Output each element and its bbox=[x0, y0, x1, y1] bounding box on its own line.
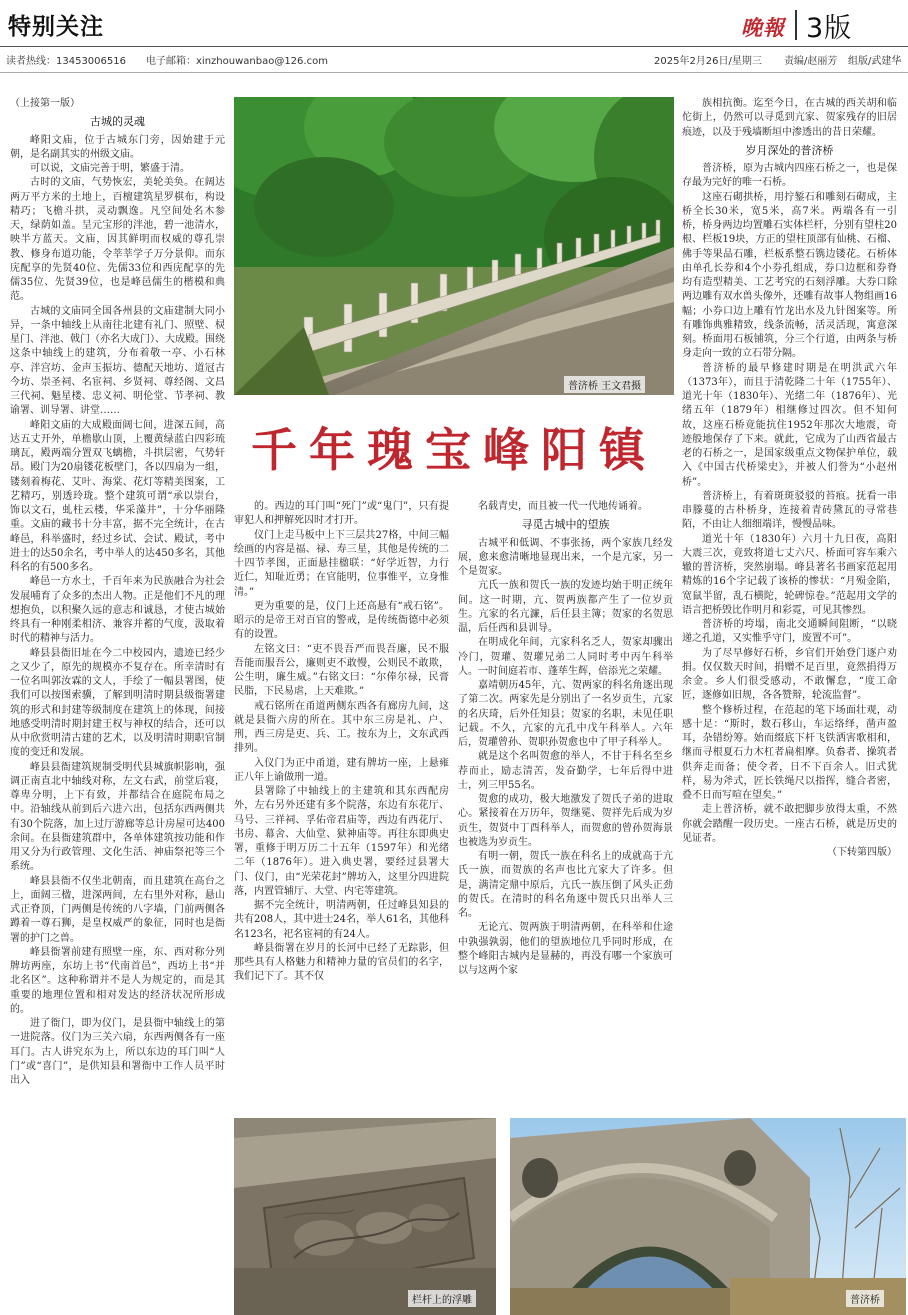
paragraph: 为了尽早修好石桥，乡官们开始登门逐户劝捐。仅仅数天时间，捐赠不足百里，竟然捐得万余金。乡人们很受感动，不敢懈怠，“度工命匠，逐修如旧规，各各赞辩，轮流监督”。 bbox=[682, 647, 897, 702]
paragraph: 峰县衙署在岁月的长河中已经了无踪影，但那些具有人格魅力和精神力量的官员们的名字，我们记下了。其不仅 bbox=[234, 942, 449, 983]
top-photo-caption: 普济桥 王文君摄 bbox=[564, 376, 645, 393]
paragraph: 在明成化年间，亢家科名乏人，贺家却骤出冷门，贺瓘、贺瓘兄弟二人同时考中丙午科举人。一时间庭若市、蓬荜生辉，倍添光之荣耀。 bbox=[458, 637, 673, 677]
paragraph: 族相抗衡。迄至今日，在古城的西关胡和临佗街上，仍然可以寻觅到亢家、贺家残存的旧居痕迹，以及于残墙断垣中渗透出的昔日荣耀。 bbox=[682, 98, 897, 138]
paragraph: 嘉靖朝历45年，亢、贺两家的科名角逐出现了第二次。两家先是分别出了一名岁贡生，亢家的名庆琦，后外任知县；贺家的名职，未见任职记载。不久，亢家的亢孔中戊午科举人。六年后，贺瓘曾孙、贺职孙贺愈也中了甲子科举人。 bbox=[458, 680, 673, 748]
paragraph: 道光十年（1830年）六月十九日夜，高阳大震三次，竟致将道七丈六尺、桥面可容车乘六辙的普济桥，突然崩塌。峰县著名书画家范起用精炼的16个字记载了该桥的惨状：“月殒金陷，宽鼠半留，乱石横陀，轮碑惊卷。”范起用文学的语言把桥毁比作明月和彩霓，可见其惨烈。 bbox=[682, 533, 897, 616]
relief-photo bbox=[234, 1118, 496, 1315]
paragraph: 峰邑一方水土，千百年来为民族融合为社会发展哺育了众多的杰出人物。正是他们不凡的理想抱负，以积聚久远的意志和诚恳，才使古城始终具有一种刚柔相济、兼容并蓄的气度，汲取着时代的精神与活力。 bbox=[10, 576, 225, 645]
paragraph: 左铭文曰：“吏不畏吾严而畏吾廉，民不服吾能而服吾公，廉则吏不敢慢，公则民不敢欺，公生明，廉生威。”右铭文曰：“尔俸尔禄，民膏民脂，下民易虐，上天难欺。” bbox=[234, 643, 449, 698]
issue-date: 2025年2月26日/星期三 bbox=[654, 56, 762, 67]
paragraph: 峰县县衙建筑规制受明代县城旗帜影响，强调正南直北中轴线对称，左文右武，前堂后寝，尊卑分明，上下有致，并都结合在庭院布局之中。沿轴线从前到后六进六出，包括东西两侧共有30个院落，加上过厅游廊等总计房屋可达400余间。在县衙建筑群中，各单体建筑按功能和作用又分为行政管理、文化生活、神庙祭祀等三个系统。 bbox=[10, 761, 225, 873]
header-rule bbox=[0, 46, 908, 47]
continued-note: （上接第一版） bbox=[10, 98, 80, 109]
paragraph: 可以说，文庙完善于明，繁盛于清。 bbox=[30, 163, 190, 174]
editor-credit: 责编/赵丽芳 bbox=[784, 56, 838, 67]
bridge-photo-top bbox=[234, 97, 674, 395]
paragraph: 峰县衙署前建有照壁一座，东、西对称分列牌坊两座，东坊上书“代南首邑”，西坊上书“并北名区”。这种称谓并不是人为规定的，而是其重要的地理位置和相对发达的经济状况所形成的。 bbox=[10, 946, 225, 1015]
paragraph: 峰县县衙旧址在今二中校园内，遗迹已经少之又少了，原先的规模亦不复存在。所幸清时有一位名叫郭汝霖的文人，手绘了一幅县署图，使我们可以按图索骥，了解到明清时期县级衙署建筑的形式和封建等级制度在建筑上的体现，间接地感受明清时期封建王权与神权的结合，还可以从中欣赏明清古建的艺术，以及明清时期职官制度的变迁和发展。 bbox=[10, 647, 225, 759]
article-column-1 bbox=[10, 97, 225, 1315]
article-column-4 bbox=[682, 97, 897, 1110]
paragraph: 县署除了中轴线上的主建筑和其东西配房外，左右另外还建有多个院落，东边有东花厅、马号、三祥祠、孚佑帝君庙等，西边有西花厅、书房、幕舍、大仙堂、狱神庙等。再往东即典史署，重修于明万历二十五年（1597年）和光绪二年（1876年）。进入典史署，要经过县署大门、仪门，由“光荣花封”牌坊入，这里分四进院落，内置管辅厅、大堂、内宅等建筑。 bbox=[234, 786, 449, 897]
paragraph: 的。西边的耳门叫“死门”或“鬼门”，只有提审犯人和押解死囚时才打开。 bbox=[234, 501, 449, 527]
article-column-3 bbox=[458, 500, 673, 1108]
paragraph: 无论亢、贺两族于明清两朝，在科举和仕途中孰强孰弱，他们的望族地位几乎同时形成，在整个峰阳古城内是显赫的，再没有哪一个家族可以与这两个家 bbox=[458, 922, 673, 976]
paragraph: 据不完全统计，明清两朝，任过峰县知县的共有208人，其中进士24名，举人61名，其他科名123名，祀名宦祠的有24人。 bbox=[234, 900, 449, 940]
paragraph: 普济桥的最早修建时期是在明洪武六年（1373年），而且于清乾隆二十年（1755年）、道光十年（1830年）、光绪二年（1876年）、光绪五年（1879年）相继修过四次。但不知何故，这座石桥竟能抗住1952年那次大地震，奇迹般地保存了下来。就此，它成为了山西省最古老的石桥之一，是国家级重点文物保护单位，载入《中国古代桥梁史》，并被人们誉为“小赵州桥”。 bbox=[682, 362, 897, 488]
paragraph: 古时的文庙，气势恢宏，美轮美奂。在阔达两万平方米的土地上，百檀建筑星罗棋布，构设精巧；飞檐斗拱，灵动飘逸。凡空间处名木参天，绿荫如盖。呈元宝形的泮池，碧一池清水，映半方蓝天。文庙，因其鲜明而权威的尊孔崇教、修身布道功能，令莘莘学子万分景仰。而东庑配享的先贤40位、先儒33位和西庑配享的先儒35位、先贤39位，也是峰邑儒生的楷模和典范。 bbox=[10, 177, 225, 303]
subheading-families: 寻觅古城中的望族 bbox=[521, 518, 610, 532]
page-header bbox=[0, 0, 908, 72]
paragraph: 走上普济桥，就不敢把脚步放得太重，不然你就会踏醒一段历史。一座古石桥，就是历史的见证者。 bbox=[682, 804, 897, 844]
paragraph: 名载青史，而且被一代一代地传诵着。 bbox=[478, 501, 648, 512]
header-rule-secondary bbox=[0, 72, 908, 73]
paragraph: 普济桥上，有着斑斑驳驳的苔痕。抚看一串串滕蔓的古朴桥身，连接着青砖黛瓦的寻常巷陌，不由让人细细端详，慢慢品味。 bbox=[682, 490, 897, 531]
paragraph: 有明一朝，贺氏一族在科名上的成就高于亢氏一族，而贺族的名声也比亢家大了许多。但是，满清定鼎中原后，亢氏一族压倒了风头正劲的贺氏。在清时的科名角逐中贺氏只出举人三名。 bbox=[458, 851, 673, 919]
article-column-2 bbox=[234, 500, 449, 1108]
continued-to-note: （下转第四版） bbox=[827, 847, 897, 858]
paragraph: 亢氏一族和贺氏一族的发迹均始于明正统年间。这一时期，亢、贺两族都产生了一位岁贡生。亢家的名亢濂，后任县主簿；贺家的名贺思温，后任西和县训导。 bbox=[458, 580, 673, 634]
subheading-bridge: 岁月深处的普济桥 bbox=[745, 143, 834, 157]
arch-bridge-photo bbox=[510, 1118, 906, 1315]
paragraph: 峰阳文庙，位于古城东门旁，因始建于元朝，是名副其实的州级文庙。 bbox=[10, 134, 225, 160]
paragraph: 普济桥的垮塌，南北交通瞬间阻断，“以晓递之孔道，又实惟乎守门，废置不可”。 bbox=[682, 619, 897, 645]
email: 电子邮箱：xinzhouwanbao@126.com bbox=[146, 56, 328, 67]
paragraph: 峰县县衙不仅坐北朝南，而且建筑在高台之上，面阔三楹，进深两间，左右里外对称，悬山式正脊顶，门两侧是传统的八字墙，门前两侧各蹲着一尊石狮，是皇权威严的象征，同时也是衙署的护门之兽。 bbox=[10, 875, 225, 944]
paragraph: 贺愈的成功，极大地激发了贺氏子弟的进取心。紧接着在万历年，贺继冕、贺祥先后成为岁贡生，贺贤中丁酉科举人，而贺愈的曾孙贺海景也被选为岁贡生。 bbox=[458, 794, 673, 848]
header-divider bbox=[795, 10, 797, 40]
paragraph: 普济桥，原为古城内四座石桥之一，也是保存最为完好的唯一石桥。 bbox=[682, 163, 897, 189]
paragraph: 古城平和低调、不事张扬，两个家族几经发展，愈来愈清晰地显现出来，一个是亢家，另一个是贺家。 bbox=[458, 537, 673, 577]
main-headline: 千年瑰宝峰阳镇 bbox=[251, 423, 657, 477]
relief-photo-caption: 栏杆上的浮雕 bbox=[408, 1290, 476, 1307]
paragraph: 仪门上走马板中上下三层共27格，中间三幅绘画的内容是福、禄、寿三星，其他是传统的二十四节孝图，正面悬挂楹联：“好学近智，力行近仁，知耻近勇；在官能明，位事惟平，立身惟清。” bbox=[234, 529, 449, 598]
paragraph: 就是这个名叫贺愈的举人，不甘于科名至乡荐而止，励志清苦，发奋勤学，七年后得中进士，列三甲55名。 bbox=[458, 751, 673, 791]
paragraph: 这座石砌拱桥，用拧錾石和雕刻石砌成，主桥全长30米，宽5米，高7米。两端各有一引桥，桥身两边均置雕石实体栏杆，分别有望柱20根、栏板19块，方正的望柱顶部有仙桃、石榴、佛手等果品石雕，栏板系整石镌边镂花。石桥体由单孔长券和4个小券孔组成，券口边框和券脊均有造型精美、工艺考究的石刻浮雕。大券口除两边雕有双水兽头像外，还雕有故事人物组画16幅；小券口边上雕有竹龙出水及九针图案等。所有雕饰典雅精致，线条流畅，活灵活现，寓意深刻。桥面用石板铺筑，分三个行道，由两条与桥身走向一致的立石带分隔。 bbox=[682, 191, 897, 360]
paragraph: 更为重要的是，仪门上还高悬有“戒石铭”。昭示的是帝王对百官的警戒，是传统衙德中必须有的设置。 bbox=[234, 600, 449, 641]
hotline: 读者热线：13453006516 bbox=[6, 56, 126, 67]
designer-credit: 组版/武建华 bbox=[848, 56, 902, 67]
paper-logo: 晚報 bbox=[741, 15, 785, 40]
page-number: 3版 bbox=[806, 13, 853, 44]
paragraph: 整个修桥过程，在范起的笔下场面壮观，动感十足：“斯时，数石移山，车运络绎，凿声盈耳，杂错纷筹。始而缀底下杆飞铁洒害歌相和，继而寻根夏石力木杠者扁相摩。负畚者、操筑者供奔走而备；使令者，日不下百余人。旧式犹样，易为斧式，匠长铁绳尺以指挥，缝合者密，叠不日而写喧在望矣。” bbox=[682, 704, 897, 801]
arch-bridge-caption: 普济桥 bbox=[846, 1290, 884, 1307]
section-title: 特别关注 bbox=[8, 14, 104, 40]
paragraph: 古城的文庙同全国各州县的文庙建制大同小异，一条中轴线上从南往北建有礼门、照壁、棂星门、泮池、戟门（亦名大成门）、大成殿。围绕这条中轴线上的建筑，分布着敬一亭、小石林亭、泮宫坊、金声玉振坊、德配天地坊、道冠古今坊、崇圣祠、名宦祠、乡贤祠、尊经阁、文昌三代祠、魁星楼、忠义祠、明伦堂、节孝祠、教谕署、训导署、讲堂…… bbox=[10, 305, 225, 417]
paragraph: 入仪门为正中甬道，建有牌坊一座，上悬雍正八年上谕做刑一道。 bbox=[234, 757, 449, 783]
paragraph: 戒石铭所在甬道两侧东西各有廊房九间，这就是县衙六房的所在。其中东三房是礼、户、刑，西三房是吏、兵、工。按东为上，文东武西排列。 bbox=[234, 700, 449, 755]
paragraph: 峰阳文庙的大成殿面阔七间，进深五间，高达五丈开外，单檐歇山顶，上覆黄绿蓝白四彩琉璃瓦，殿两端分置双飞螭檐，斗拱层密，气势轩昂。殿门为20扇镂花板壁门，各以四扇为一组，镂刻着梅花、艾叶、海棠、花灯等精美图案，工艺精巧，别透玲珑。整个建筑可谓“承以崇台，饰以文石，虬柱云楼，华采藻井”，十分华丽隆重。文庙的藏书十分丰富，据不完全统计，在古峰邑，科举盛时，经过乡试、会试、殿试，考中进士的达50余名，考中举人的达450多名，其他科名的有500多名。 bbox=[10, 419, 225, 573]
paragraph: 进了衙门，即为仪门，是县衙中轴线上的第一进院落。仪门为三关六扇，东西两侧各有一座耳门。古人讲究东为上，所以东边的耳门叫“人门”或“喜门”，是供知县和署衙中工作人员平时出入 bbox=[10, 1018, 225, 1086]
subheading-soul: 古城的灵魂 bbox=[90, 115, 145, 129]
